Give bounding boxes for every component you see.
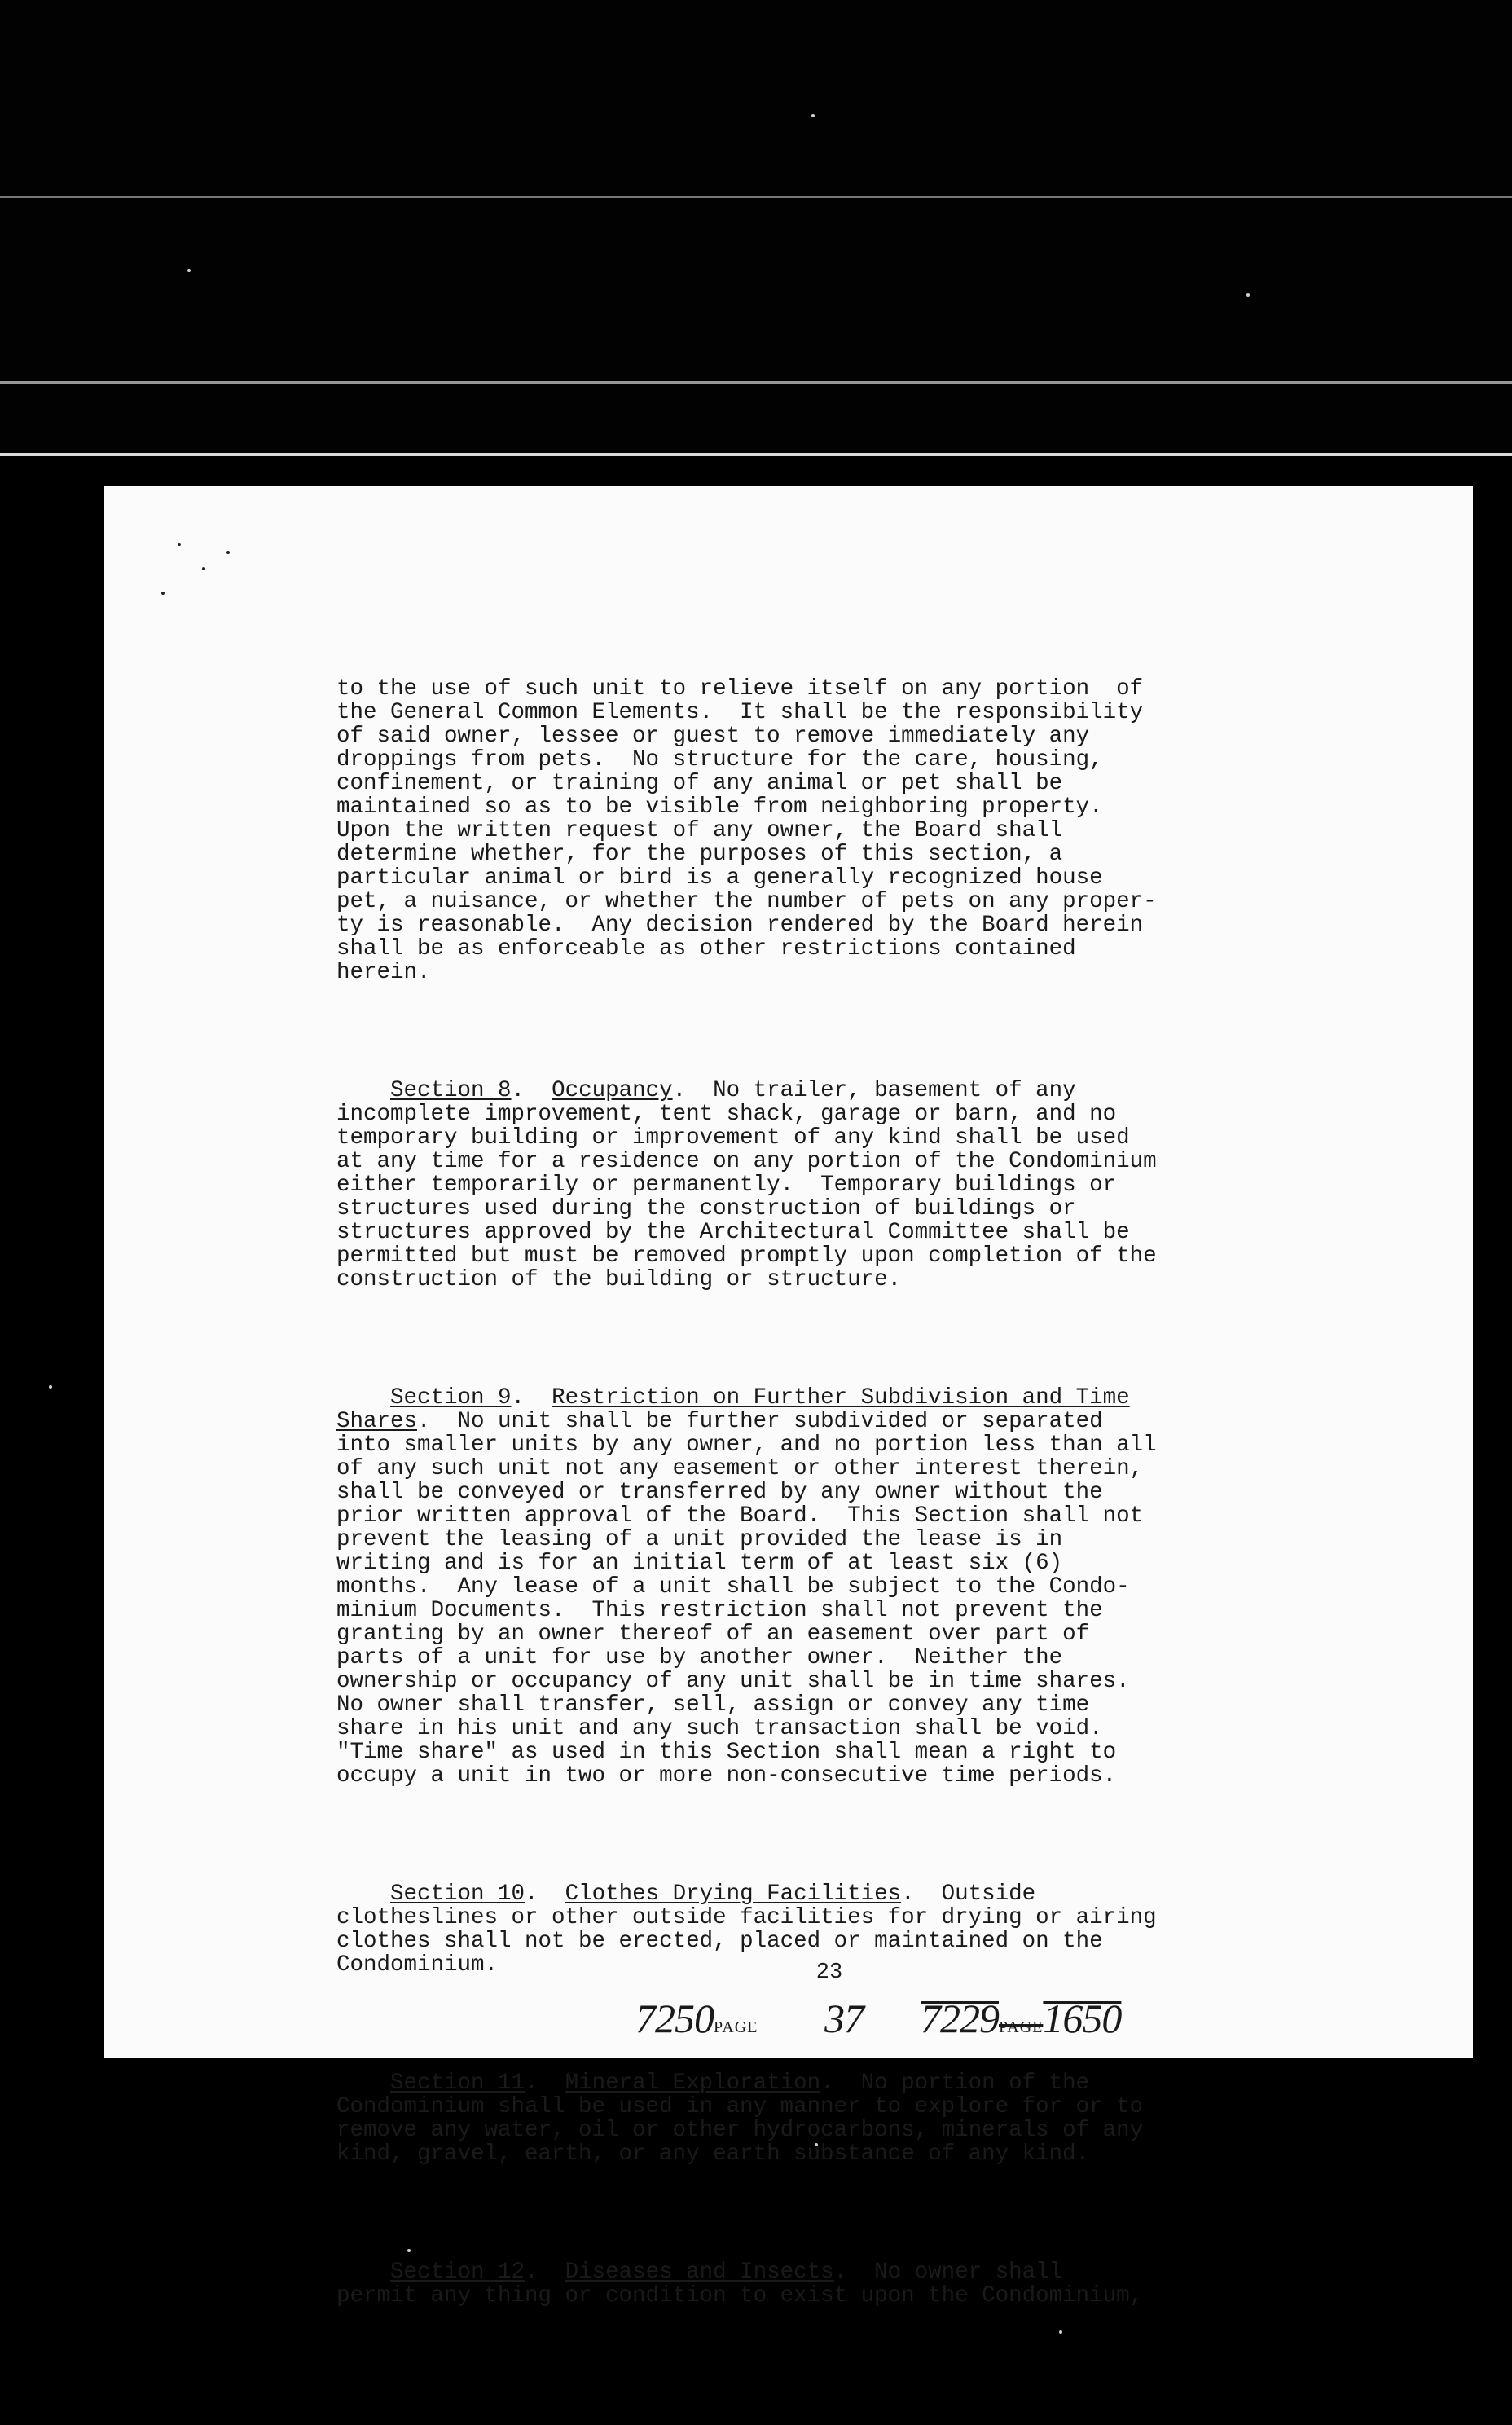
text-line: construction of the building or structure. <box>336 1267 902 1292</box>
text-line: clotheslines or other outside facilities for drying or airing <box>336 1905 1157 1930</box>
text-line: of said owner, lessee or guest to remove immediately any <box>336 724 1090 749</box>
section-12 <box>336 2260 1302 2308</box>
text-line: particular animal or bird is a generally recognized house <box>336 865 1103 891</box>
text-line: writing and is for an initial term of at least six (6) <box>336 1551 1063 1576</box>
text-line: No owner shall transfer, sell, assign or convey any time <box>336 1692 1090 1718</box>
section-heading: Mineral Exploration <box>565 2071 821 2096</box>
text-line: share in his unit and any such transaction shall be void. <box>336 1716 1103 1741</box>
section-heading-continued: Shares <box>336 1409 418 1434</box>
scan-speck <box>187 269 191 272</box>
text-line: kind, gravel, earth, or any earth substance of any kind. <box>336 2141 1090 2167</box>
text-line: confinement, or training of any animal or pet shall be <box>336 771 1063 796</box>
text-line: prior written approval of the Board. This Section shall not <box>336 1503 1144 1529</box>
text-line: determine whether, for the purposes of this section, a <box>336 842 1063 867</box>
section-second-line: Shares. No unit shall be further subdivided or separated <box>336 1409 1103 1434</box>
prior-book-number: 7229 <box>921 1996 999 2041</box>
scan-speck <box>226 551 230 554</box>
text-line: Condominium. <box>336 1952 499 1978</box>
text-line: No trailer, basement of any <box>713 1078 1076 1103</box>
section-11 <box>336 2071 1302 2166</box>
section-heading: Clothes Drying Facilities <box>565 1881 902 1907</box>
text-line: structures used during the construction of buildings or <box>336 1196 1076 1221</box>
section-heading: Diseases and Insects <box>565 2260 834 2285</box>
text-line: months. Any lease of a unit shall be subject to the Condo- <box>336 1574 1130 1600</box>
text-line: temporary building or improvement of any kind shall be used <box>336 1125 1130 1151</box>
text-line: granting by an owner thereof of an easement over part of <box>336 1622 1090 1647</box>
text-line: prevent the leasing of a unit provided the lease is in <box>336 1527 1063 1552</box>
text-line: minium Documents. This restriction shall not prevent the <box>336 1598 1103 1623</box>
recording-stamp-current <box>635 1995 758 2042</box>
text-line: Outside <box>941 1881 1036 1907</box>
scan-speck <box>1246 293 1250 297</box>
text-line: ownership or occupancy of any unit shall be in time shares. <box>336 1669 1130 1694</box>
text-line: of any such unit not any easement or other interest therein, <box>336 1456 1144 1481</box>
book-number: 7250 <box>635 1996 714 2041</box>
text-line: No owner shall <box>874 2260 1063 2285</box>
scan-speck <box>811 114 815 117</box>
text-line: incomplete improvement, tent shack, garage or barn, and no <box>336 1102 1117 1127</box>
section-first-line: Section 12. Diseases and Insects. No owner shall <box>390 2260 1063 2285</box>
text-line: "Time share" as used in this Section shall mean a right to <box>336 1740 1117 1765</box>
scan-speck <box>161 592 165 595</box>
text-line: to the use of such unit to relieve itself on any portion of <box>336 676 1144 702</box>
page-number: 23 <box>815 1961 843 1985</box>
section-number: Section 9 <box>390 1385 512 1411</box>
scan-artifact-stripe <box>0 196 1512 198</box>
text-line: the General Common Elements. It shall be the responsibility <box>336 700 1144 725</box>
opening-paragraph <box>336 677 1302 984</box>
scan-speck <box>178 543 181 546</box>
scan-speck <box>49 1385 52 1389</box>
section-first-line: Section 11. Mineral Exploration. No portion of the <box>390 2071 1090 2096</box>
document-body <box>336 630 1302 2355</box>
section-first-line: Section 10. Clothes Drying Facilities. Outside <box>390 1881 1036 1907</box>
text-line: permit any thing or condition to exist upon the Condominium, <box>336 2283 1144 2308</box>
text-line: shall be as enforceable as other restrictions contained <box>336 936 1076 962</box>
section-heading: Occupancy <box>552 1078 673 1103</box>
section-number: Section 11 <box>390 2071 525 2096</box>
text-line: pet, a nuisance, or whether the number of pets on any proper- <box>336 889 1157 914</box>
text-line: shall be conveyed or transferred by any owner without the <box>336 1480 1103 1505</box>
section-number: Section 10 <box>390 1881 525 1907</box>
text-line: parts of a unit for use by another owner. Neither the <box>336 1645 1063 1670</box>
page-label: PAGE <box>714 2018 758 2036</box>
text-line: Upon the written request of any owner, the Board shall <box>336 818 1063 843</box>
scan-speck <box>202 567 205 570</box>
page-number-stamp: 37 <box>824 1996 864 2041</box>
scan-header-band <box>0 0 1512 456</box>
text-line: structures approved by the Architectural Committee shall be <box>336 1220 1130 1245</box>
scan-artifact-stripe <box>0 381 1512 384</box>
text-line: maintained so as to be visible from neighboring property. <box>336 794 1103 820</box>
text-line: No unit shall be further subdivided or separated <box>457 1409 1103 1434</box>
section-number: Section 8 <box>390 1078 512 1103</box>
text-line: into smaller units by any owner, and no portion less than all <box>336 1433 1157 1458</box>
text-line: herein. <box>336 960 431 985</box>
section-number: Section 12 <box>390 2260 525 2285</box>
text-line: droppings from pets. No structure for the care, housing, <box>336 747 1103 772</box>
section-first-line: Section 9. Restriction on Further Subdivision and Time <box>390 1385 1130 1411</box>
recording-stamp-page <box>824 1995 864 2042</box>
section-heading: Restriction on Further Subdivision and Time <box>552 1385 1130 1411</box>
section-9 <box>336 1386 1302 1788</box>
text-line: occupy a unit in two or more non-consecutive time periods. <box>336 1763 1117 1789</box>
text-line: No portion of the <box>860 2071 1090 2096</box>
text-line: at any time for a residence on any portion of the Condominium <box>336 1149 1157 1174</box>
prior-page-label: PAGE <box>999 2018 1044 2036</box>
section-first-line: Section 8. Occupancy. No trailer, basement of any <box>390 1078 1076 1103</box>
text-line: remove any water, oil or other hydrocarbons, minerals of any <box>336 2118 1144 2143</box>
text-line: clothes shall not be erected, placed or maintained on the <box>336 1929 1103 1954</box>
text-line: either temporarily or permanently. Temporary buildings or <box>336 1173 1117 1198</box>
text-line: Condominium shall be used in any manner to explore for or to <box>336 2094 1144 2119</box>
text-line: permitted but must be removed promptly upon completion of the <box>336 1243 1157 1269</box>
recording-stamp-prior-struck <box>921 1995 1121 2042</box>
prior-page-number: 1650 <box>1043 1996 1122 2041</box>
text-line: ty is reasonable. Any decision rendered by the Board herein <box>336 913 1144 938</box>
scan-artifact-stripe <box>0 453 1512 456</box>
section-8 <box>336 1079 1302 1292</box>
